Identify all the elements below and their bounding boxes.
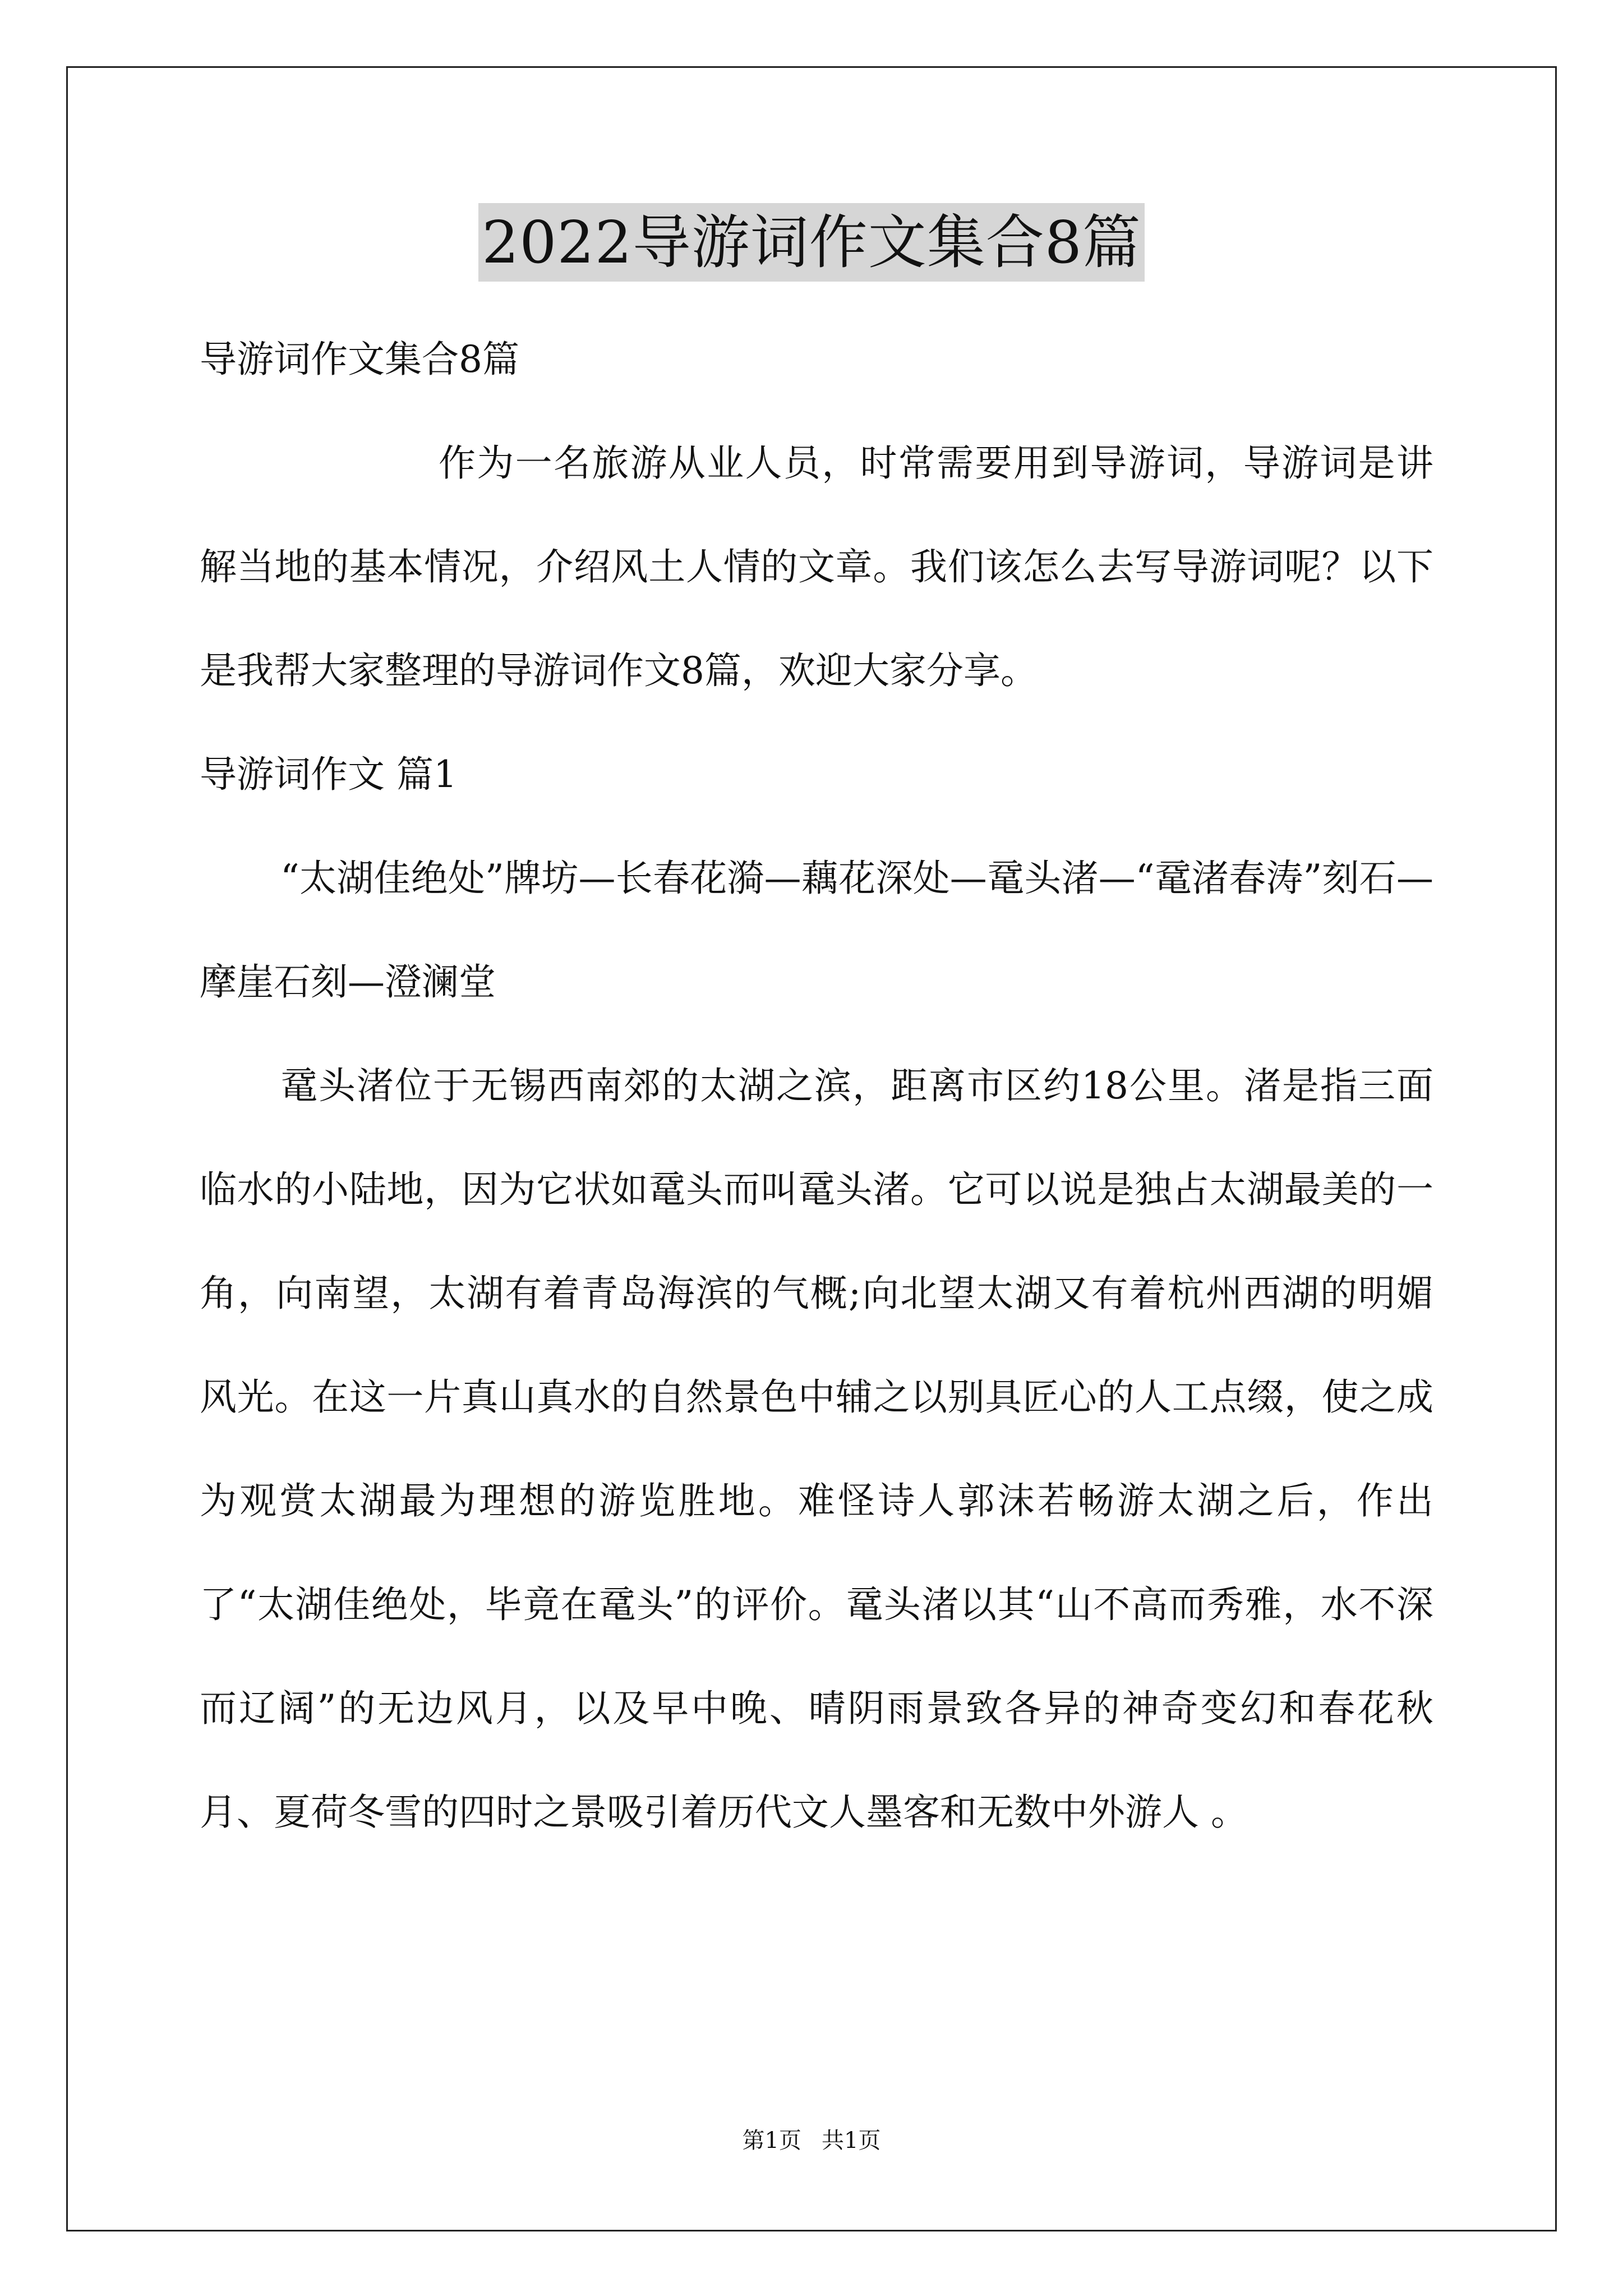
page-footer <box>0 2125 1623 2156</box>
page-total: 共1页 <box>822 2128 881 2154</box>
page-number: 第1页 <box>742 2128 801 2154</box>
intro-paragraph: 作为一名旅游从业人员，时常需要用到导游词，导游词是讲解当地的基本情况，介绍风土人情的文章。我们该怎么去写导游词呢？以下是我帮大家整理的导游词作文8篇，欢迎大家分享。 <box>200 441 1433 692</box>
document-body <box>200 307 1433 1864</box>
subtitle: 导游词作文集合8篇 <box>200 338 519 381</box>
route-paragraph: “太湖佳绝处”牌坊—长春花漪—藕花深处—鼋头渚—“鼋渚春涛”刻石—摩崖石刻—澄澜堂 <box>200 857 1433 1004</box>
title-wrap <box>0 203 1623 282</box>
document-title: 2022导游词作文集合8篇 <box>478 203 1145 282</box>
body-paragraph: 鼋头渚位于无锡西南郊的太湖之滨，距离市区约18公里。渚是指三面临水的小陆地，因为它状如鼋头而叫鼋头渚。它可以说是独占太湖最美的一角，向南望，太湖有着青岛海滨的气概;向北望太湖又有着杭州西湖的明媚风光。在这一片真山真水的自然景色中辅之以别具匠心的人工点缀，使之成为观赏太湖最为理想的游览胜地。难怪诗人郭沫若畅游太湖之后，作出了“太湖佳绝处，毕竟在鼋头”的评价。鼋头渚以其“山不高而秀雅，水不深而辽阔”的无边风月，以及早中晚、晴阴雨景致各异的神奇变幻和春花秋月、夏荷冬雪的四时之景吸引着历代文人墨客和无数中外游人 。 <box>200 1064 1433 1834</box>
section-heading: 导游词作文 篇1 <box>200 753 457 796</box>
